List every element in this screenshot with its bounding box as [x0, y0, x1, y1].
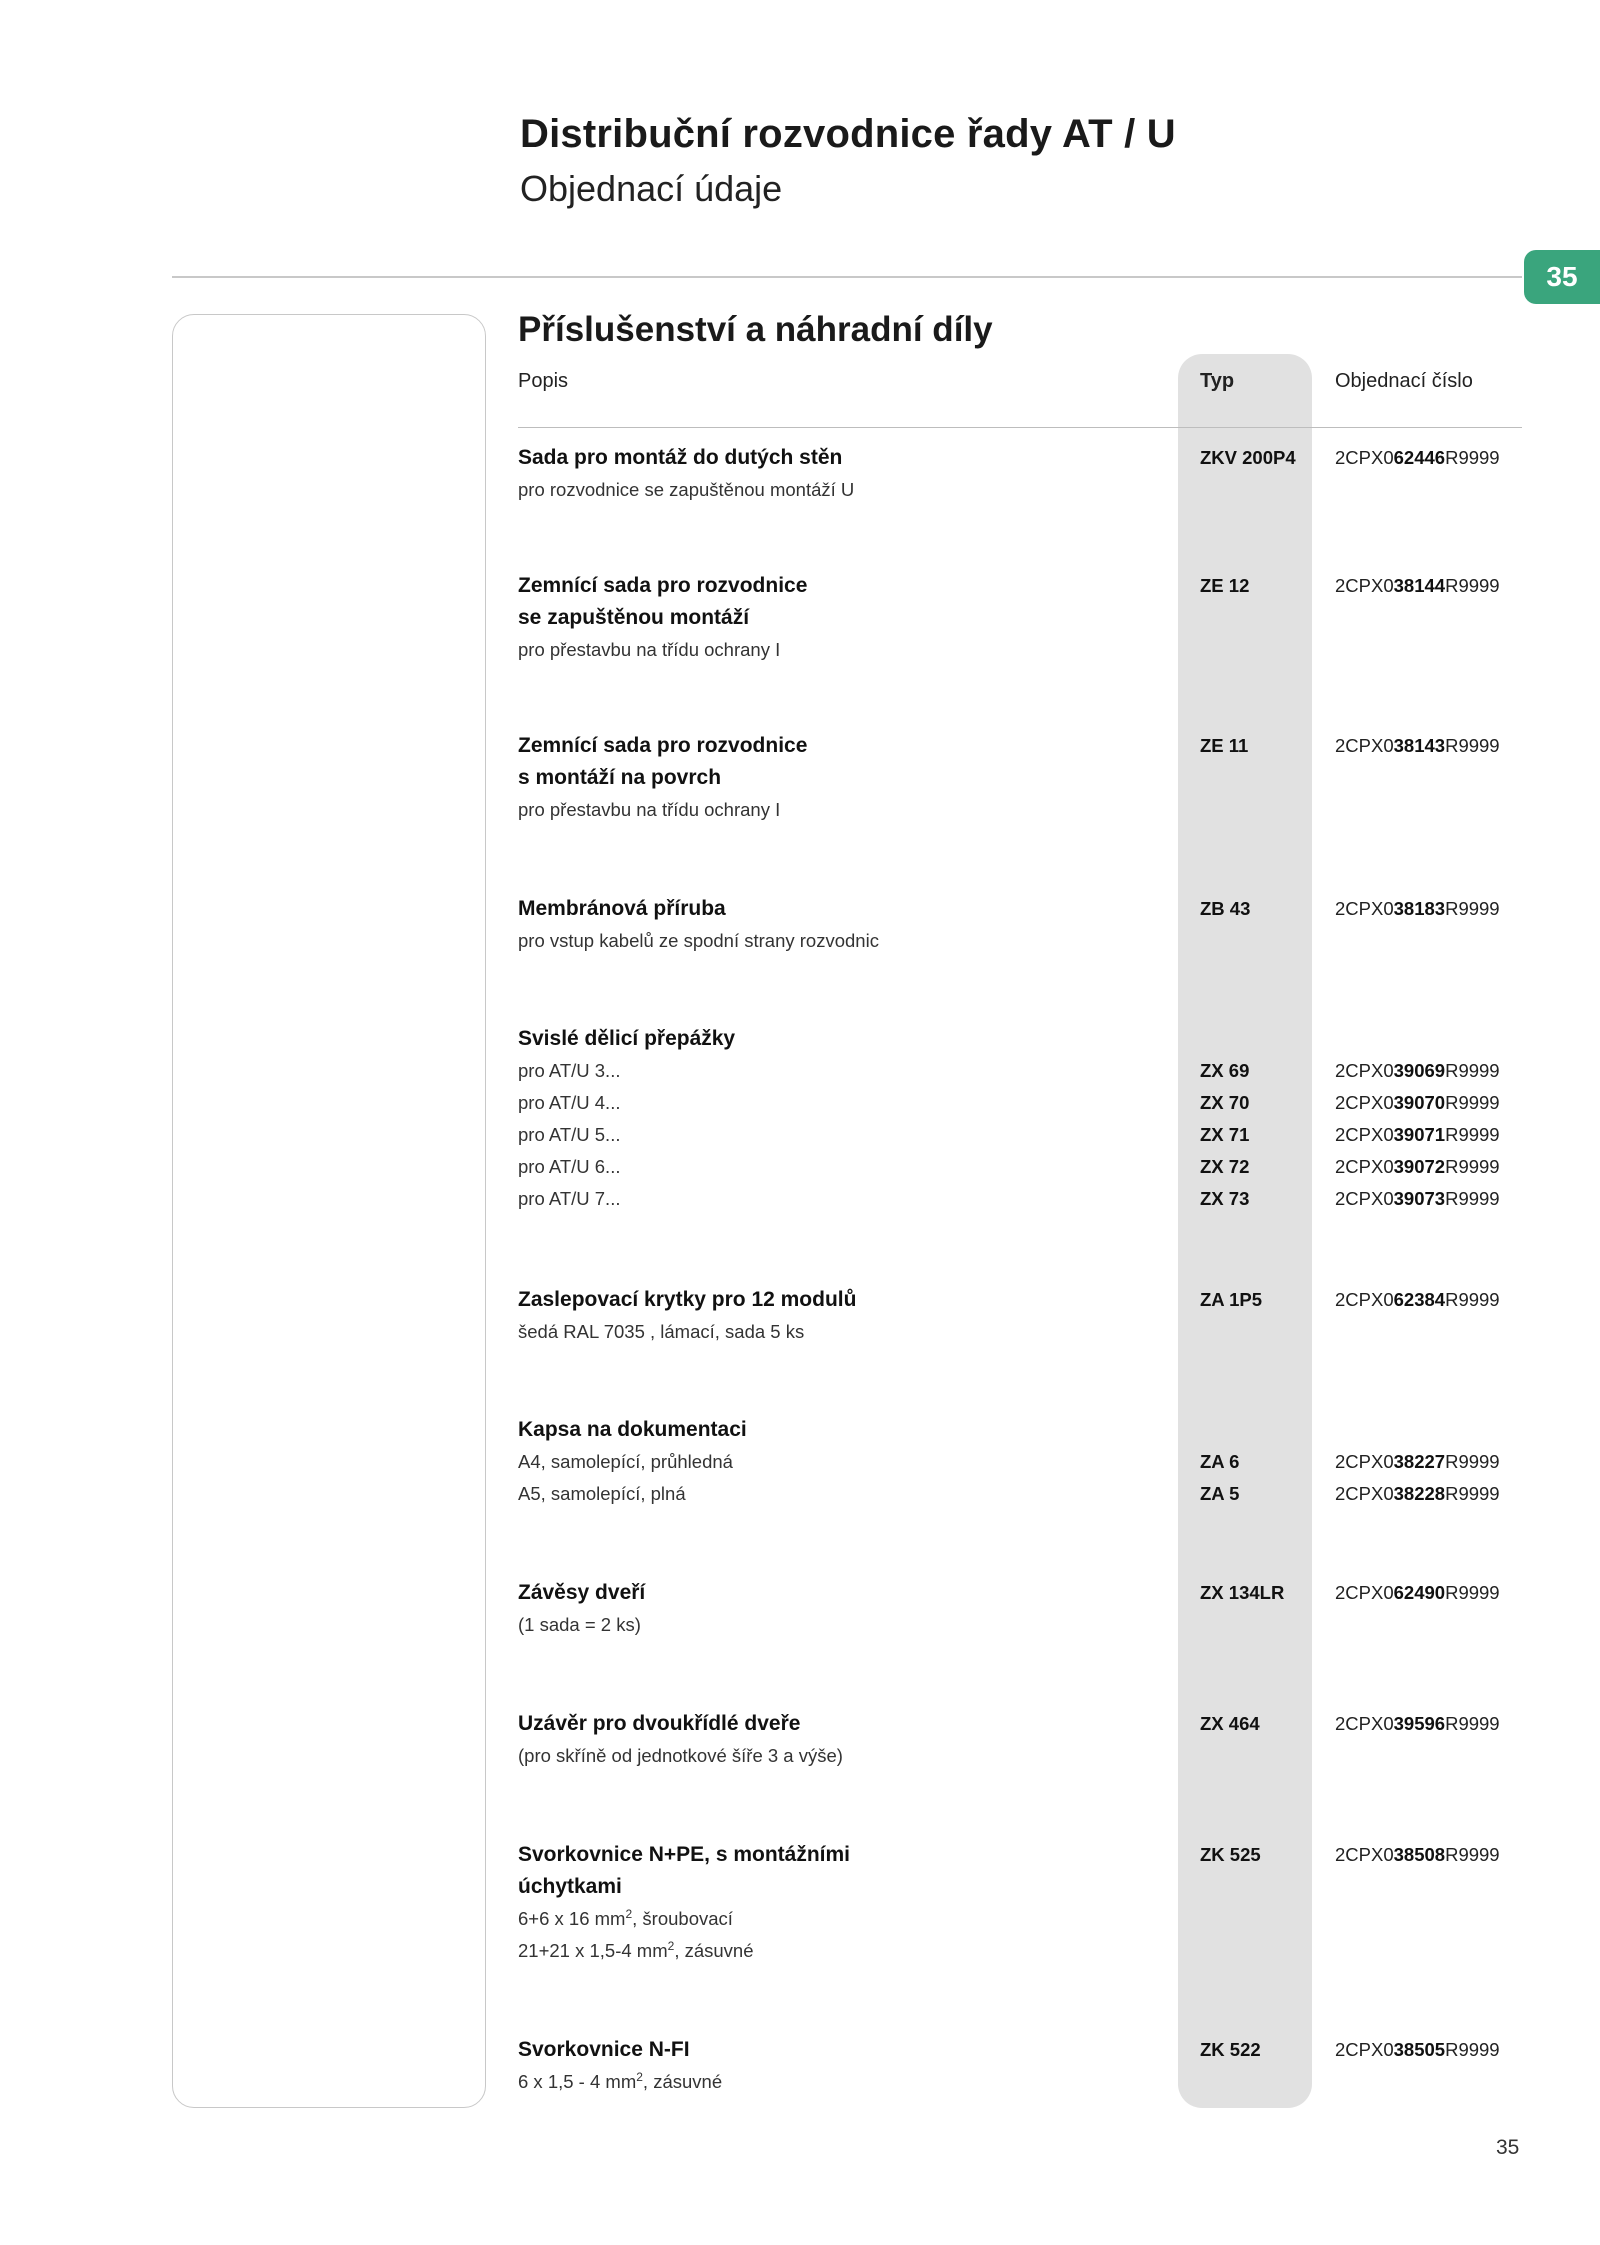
item-detail [518, 794, 780, 826]
order-number-prefix: 2CPX0 [1335, 1582, 1394, 1603]
type-code: ZX 464 [1200, 1713, 1260, 1734]
order-number [1335, 1839, 1500, 1871]
item-detail-line [0, 1935, 1600, 1967]
order-number-suffix: R9999 [1445, 735, 1500, 756]
type-code: ZX 69 [1200, 1060, 1250, 1081]
item-detail-text: pro AT/U 3... [518, 1060, 621, 1081]
item-detail [518, 1903, 733, 1935]
item-name: Svislé dělicí přepážky [518, 1027, 736, 1050]
item-detail-text: , šroubovací [632, 1908, 733, 1929]
item-detail [518, 1446, 733, 1478]
order-number-bold: 38144 [1393, 575, 1446, 596]
item-detail-text: 6+6 x 16 mm [518, 1908, 626, 1929]
type-code: ZKV 200P4 [1200, 447, 1296, 468]
type-code: ZX 72 [1200, 1156, 1250, 1177]
item-detail-text: , zásuvné [642, 2071, 723, 2092]
type-code: ZA 1P5 [1200, 1289, 1263, 1310]
order-number [1335, 1183, 1500, 1215]
order-number [1335, 893, 1500, 925]
order-number-prefix: 2CPX0 [1335, 1844, 1394, 1865]
order-number-prefix: 2CPX0 [1335, 1124, 1394, 1145]
item-name: Závěsy dveří [518, 1581, 646, 1604]
order-number-suffix: R9999 [1445, 898, 1500, 919]
item-name: Svorkovnice N+PE, s montážními [518, 1843, 851, 1866]
accessory-item [0, 1839, 1600, 1967]
order-number [1335, 1055, 1500, 1087]
order-number-prefix: 2CPX0 [1335, 898, 1394, 919]
item-detail-line [0, 1316, 1600, 1348]
item-detail-text: pro AT/U 5... [518, 1124, 621, 1145]
order-number-bold: 39071 [1393, 1124, 1446, 1145]
order-number-prefix: 2CPX0 [1335, 735, 1394, 756]
order-number [1335, 1284, 1500, 1316]
order-number [1335, 1708, 1500, 1740]
item-name-line [0, 1023, 1600, 1055]
order-number-suffix: R9999 [1445, 1451, 1500, 1472]
order-number [1335, 442, 1500, 474]
column-header-popis: Popis [518, 370, 569, 392]
order-number-suffix: R9999 [1445, 447, 1500, 468]
column-header-typ: Typ [1200, 370, 1235, 392]
type-code: ZX 73 [1200, 1188, 1250, 1209]
order-number-suffix: R9999 [1445, 2039, 1500, 2060]
item-detail [518, 1151, 620, 1183]
item-name-line [0, 1871, 1600, 1903]
item-detail [518, 2066, 722, 2098]
item-name-line [0, 1577, 1600, 1609]
accessory-item [0, 893, 1600, 957]
column-header-objednaci-cislo: Objednací číslo [1335, 370, 1473, 392]
order-number-bold: 39070 [1393, 1092, 1446, 1113]
order-number-bold: 39072 [1393, 1156, 1446, 1177]
item-name: s montáží na povrch [518, 766, 722, 789]
order-number [1335, 730, 1500, 762]
accessory-item [0, 1284, 1600, 1348]
item-name-line [0, 602, 1600, 634]
item-name: Sada pro montáž do dutých stěn [518, 446, 843, 469]
item-name: Uzávěr pro dvoukřídlé dveře [518, 1712, 801, 1735]
item-name-line [0, 1284, 1600, 1316]
item-detail-text: pro rozvodnice se zapuštěnou montáží U [518, 479, 855, 500]
order-number [1335, 1577, 1500, 1609]
item-name: Kapsa na dokumentaci [518, 1418, 747, 1441]
item-name-line [0, 1839, 1600, 1871]
item-detail-line [0, 794, 1600, 826]
item-detail-text: , zásuvné [674, 1940, 754, 1961]
item-detail [518, 1609, 641, 1641]
order-number [1335, 2034, 1500, 2066]
order-number-prefix: 2CPX0 [1335, 1188, 1394, 1209]
item-detail-line [0, 1609, 1600, 1641]
accessory-item [0, 730, 1600, 826]
item-name: Membránová příruba [518, 897, 726, 920]
accessory-item [0, 2034, 1600, 2098]
type-code: ZB 43 [1200, 898, 1251, 919]
order-number-suffix: R9999 [1445, 575, 1500, 596]
item-name-line [0, 1414, 1600, 1446]
item-detail-line [0, 1740, 1600, 1772]
order-number-prefix: 2CPX0 [1335, 1092, 1394, 1113]
item-detail-text: A4, samolepící, průhledná [518, 1451, 733, 1472]
order-number-bold: 38227 [1393, 1451, 1446, 1472]
item-detail-line [0, 1055, 1600, 1087]
item-detail-line [0, 2066, 1600, 2098]
accessory-item [0, 1577, 1600, 1641]
item-detail-line [0, 1151, 1600, 1183]
item-name-line [0, 893, 1600, 925]
item-detail-line [0, 1087, 1600, 1119]
order-number [1335, 1446, 1500, 1478]
type-code: ZA 6 [1200, 1451, 1240, 1472]
superscript: 2 [636, 2069, 643, 2084]
item-detail [518, 1055, 620, 1087]
order-number-bold: 38183 [1393, 898, 1446, 919]
item-name: se zapuštěnou montáží [518, 606, 750, 629]
accessory-item [0, 1023, 1600, 1215]
item-detail-line [0, 1478, 1600, 1510]
item-name: Svorkovnice N-FI [518, 2038, 690, 2061]
order-number-prefix: 2CPX0 [1335, 1289, 1394, 1310]
order-number-bold: 39596 [1393, 1713, 1446, 1734]
item-detail-text: 21+21 x 1,5-4 mm [518, 1940, 668, 1961]
type-code: ZE 11 [1200, 735, 1249, 756]
type-code: ZX 71 [1200, 1124, 1250, 1145]
order-number-bold: 38143 [1393, 735, 1446, 756]
item-detail-text: pro přestavbu na třídu ochrany I [518, 639, 781, 660]
item-detail [518, 1935, 754, 1967]
order-number-suffix: R9999 [1445, 1188, 1500, 1209]
accessory-item [0, 570, 1600, 666]
item-detail [518, 474, 854, 506]
item-name-line [0, 762, 1600, 794]
section-title: Příslušenství a náhradní díly [518, 310, 993, 349]
item-detail-text: pro AT/U 7... [518, 1188, 621, 1209]
item-detail-text: pro vstup kabelů ze spodní strany rozvodnic [518, 930, 879, 951]
item-name: Zemnící sada pro rozvodnice [518, 574, 808, 597]
item-detail-line [0, 634, 1600, 666]
item-detail [518, 1119, 620, 1151]
type-code: ZK 525 [1200, 1844, 1261, 1865]
item-detail-line [0, 1903, 1600, 1935]
order-number-suffix: R9999 [1445, 1713, 1500, 1734]
item-detail-line [0, 1119, 1600, 1151]
item-name: Zemnící sada pro rozvodnice [518, 734, 808, 757]
item-detail [518, 1316, 804, 1348]
item-detail-line [0, 474, 1600, 506]
item-name-line [0, 730, 1600, 762]
item-detail-text: 6 x 1,5 - 4 mm [518, 2071, 637, 2092]
item-detail [518, 1183, 620, 1215]
item-detail-line [0, 1446, 1600, 1478]
order-number [1335, 570, 1500, 602]
order-number-bold: 38508 [1393, 1844, 1446, 1865]
item-detail [518, 1087, 620, 1119]
order-number-suffix: R9999 [1445, 1582, 1500, 1603]
item-detail [518, 1740, 843, 1772]
item-detail-text: šedá RAL 7035 , lámací, sada 5 ks [518, 1321, 805, 1342]
order-number-bold: 38228 [1393, 1483, 1446, 1504]
order-number-prefix: 2CPX0 [1335, 447, 1394, 468]
item-detail-text: pro AT/U 4... [518, 1092, 621, 1113]
order-number-suffix: R9999 [1445, 1124, 1500, 1145]
item-detail-text: pro AT/U 6... [518, 1156, 621, 1177]
item-detail-line [0, 1183, 1600, 1215]
item-detail [518, 1478, 686, 1510]
item-detail-text: (pro skříně od jednotkové šíře 3 a výše) [518, 1745, 843, 1766]
order-number-bold: 39073 [1393, 1188, 1446, 1209]
order-number-suffix: R9999 [1445, 1156, 1500, 1177]
accessory-item [0, 1708, 1600, 1772]
accessory-item [0, 1414, 1600, 1510]
type-code: ZX 134LR [1200, 1582, 1285, 1603]
order-number [1335, 1119, 1500, 1151]
item-detail [518, 634, 780, 666]
item-detail-line [0, 925, 1600, 957]
item-detail-text: A5, samolepící, plná [518, 1483, 686, 1504]
item-name: úchytkami [518, 1875, 622, 1898]
order-number-prefix: 2CPX0 [1335, 2039, 1394, 2060]
type-code: ZE 12 [1200, 575, 1250, 596]
item-name-line [0, 1708, 1600, 1740]
item-name-line [0, 570, 1600, 602]
order-number-prefix: 2CPX0 [1335, 1156, 1394, 1177]
table-header-rule [518, 427, 1522, 428]
accessory-item [0, 442, 1600, 506]
order-number-prefix: 2CPX0 [1335, 1451, 1394, 1472]
superscript: 2 [667, 1938, 675, 1953]
order-number [1335, 1087, 1500, 1119]
page-title: Distribuční rozvodnice řady AT / U [520, 112, 1176, 156]
header-divider [172, 276, 1522, 278]
order-number-prefix: 2CPX0 [1335, 1483, 1394, 1504]
order-number-suffix: R9999 [1445, 1092, 1500, 1113]
order-number-bold: 38505 [1393, 2039, 1446, 2060]
item-name-line [0, 442, 1600, 474]
order-number-bold: 62446 [1393, 447, 1446, 468]
item-detail [518, 925, 879, 957]
item-name-line [0, 2034, 1600, 2066]
item-detail-text: (1 sada = 2 ks) [518, 1614, 641, 1635]
order-number-bold: 39069 [1393, 1060, 1446, 1081]
order-number [1335, 1151, 1500, 1183]
page-subtitle: Objednací údaje [520, 168, 783, 209]
item-detail-text: pro přestavbu na třídu ochrany I [518, 799, 781, 820]
type-code: ZX 70 [1200, 1092, 1250, 1113]
order-number-suffix: R9999 [1445, 1844, 1500, 1865]
order-number-suffix: R9999 [1445, 1060, 1500, 1081]
order-number-prefix: 2CPX0 [1335, 1713, 1394, 1734]
order-number-suffix: R9999 [1445, 1289, 1500, 1310]
type-code: ZK 522 [1200, 2039, 1261, 2060]
chapter-tab[interactable]: 35 [1524, 250, 1600, 304]
type-code: ZA 5 [1200, 1483, 1240, 1504]
order-number-bold: 62490 [1393, 1582, 1446, 1603]
order-number-prefix: 2CPX0 [1335, 575, 1394, 596]
order-number-suffix: R9999 [1445, 1483, 1500, 1504]
item-name: Zaslepovací krytky pro 12 modulů [518, 1288, 857, 1311]
order-number [1335, 1478, 1500, 1510]
order-number-bold: 62384 [1393, 1289, 1446, 1310]
page-number: 35 [1496, 2136, 1520, 2159]
order-number-prefix: 2CPX0 [1335, 1060, 1394, 1081]
superscript: 2 [625, 1906, 633, 1921]
